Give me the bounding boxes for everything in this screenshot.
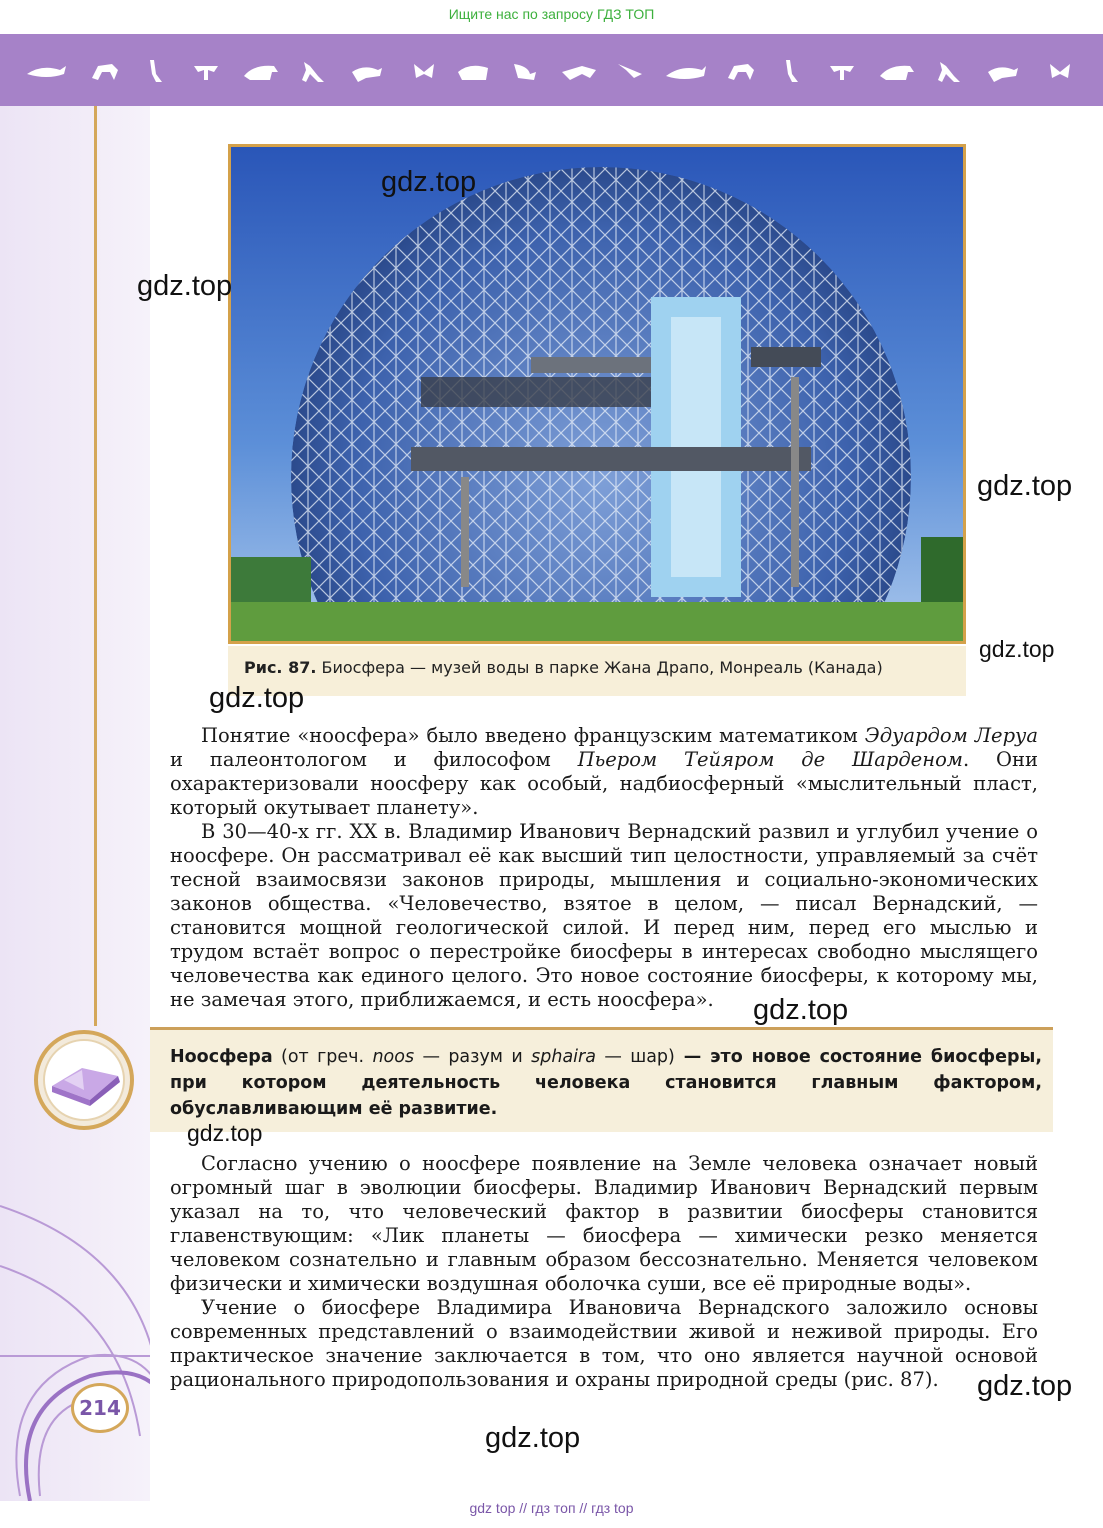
search-hint-link[interactable]: Ищите нас по запросу ГДЗ ТОП [448,6,655,22]
name-teilhard: Пьером Тейяром де Шарденом [577,748,963,771]
spiral-decoration-icon [0,106,150,1501]
paragraph-3: Согласно учению о ноосфере появление на Земле человека означает новый огромный шаг в эволюции биосферы. Владимир Иванович Вернадский первым указал на то, что человеческий фактор в развитии биосферы становится главенствующим: «Лик планеты — биосфера — химически резко меняется человеком сознательно и главным образом бессознательно. Меняется человеком физически и химически воздушная оболочка суши, все её природные воды». [170,1152,1038,1295]
figure-caption [228,646,966,696]
biosphere-dome-image [231,147,963,641]
left-decorative-band [0,106,150,1501]
margin-line [94,106,97,1026]
watermark: gdz.top [209,682,305,714]
watermark: gdz.top [137,270,233,302]
watermark: gdz.top [381,166,477,198]
definition-box [150,1027,1053,1132]
watermark: gdz.top [977,1370,1073,1402]
name-leroy: Эдуардом Леруа [864,724,1038,747]
watermark: gdz.top [977,470,1073,502]
figure-87-photo [228,144,966,644]
paragraph-block-1 [170,724,1038,1012]
paragraph-1: Понятие «ноосфера» было введено французским математиком Эдуардом Леруа и палеонтологом и философом Пьером Тейяром де Шарденом. Они охарактеризовали ноосферу как особый, надбиосферный «мыслительный пласт, который окутывает планету». [170,724,1038,819]
paragraph-4: Учение о биосфере Владимира Ивановича Вернадского заложило основы современных представлений о взаимодействии живой и неживой природы. Его практическое значение заключается в том, что оно является научной основой рационального природопользования и охраны природной среды (рис. 87). [170,1296,1038,1391]
animal-banner [0,34,1103,106]
page-number: 214 [71,1383,129,1433]
figure-caption-text: Биосфера — музей воды в парке Жана Драпо, Монреаль (Канада) [321,658,883,677]
paragraph-2: В 30—40-х гг. XX в. Владимир Иванович Вернадский развил и углубил учение о ноосфере. Он рассматривал её как высший тип целостности, управляемый за счёт тесной взаимосвязи законов природы, мышления и социально-экономических законов общества. «Человечество, взятое в целом, — писал Вернадский, — становится мощной геологической силой. И перед ним, перед его мыслью и трудом встаёт вопрос о перестройке биосферы в интересах свободно мыслящего человечества как единого целого. Это новое состояние биосферы, к которому мы, не замечая этого, приближаемся, и есть ноосфера». [170,820,1038,1011]
open-book-icon [34,1024,134,1136]
paragraph-block-2 [170,1152,1038,1392]
animal-silhouettes-icon [22,56,1092,86]
figure-label: Рис. 87. [244,658,317,677]
watermark: gdz.top [753,994,849,1026]
definition-text: Ноосфера (от греч. noos — разум и sphaira — шар) — это новое состояние биосферы, при котором деятельность человека становится главным фактором, обуславливающим её развитие. [170,1047,1042,1119]
footer-links[interactable]: gdz top // гдз топ // гдз top [469,1500,634,1516]
watermark: gdz.top [979,636,1055,662]
watermark: gdz.top [485,1422,581,1454]
book-badge [34,1024,134,1136]
watermark: gdz.top [187,1120,263,1146]
definition-term: Ноосфера [170,1047,273,1067]
